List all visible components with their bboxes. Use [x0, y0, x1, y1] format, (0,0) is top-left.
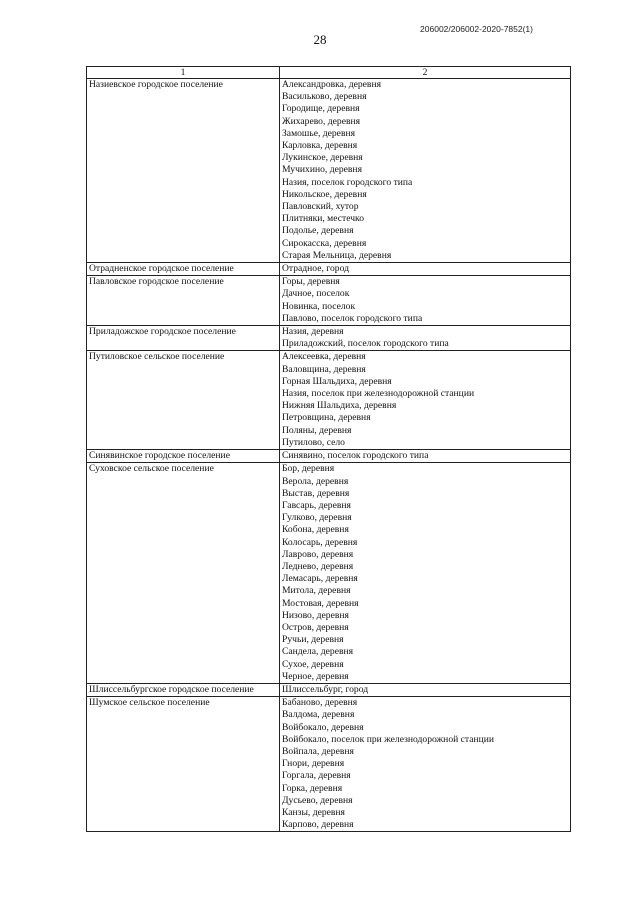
place-item: Горная Шальдиха, деревня — [282, 375, 392, 387]
place-item: Мучихино, деревня — [282, 164, 362, 176]
place-item: Дачное, поселок — [282, 288, 350, 300]
places-cell — [280, 276, 571, 326]
place-item: Городище, деревня — [282, 103, 360, 115]
places-cell — [280, 450, 571, 463]
place-item: Нижняя Шальдиха, деревня — [282, 400, 397, 412]
place-item: Алексеевка, деревня — [282, 351, 366, 363]
place-item: Леднево, деревня — [282, 560, 354, 572]
place-item: Выстав, деревня — [282, 487, 350, 499]
settlement-name: Суховское сельское поселение — [87, 463, 280, 684]
settlement-name: Синявинское городское поселение — [87, 450, 280, 463]
places-cell — [280, 683, 571, 696]
place-item: Назия, деревня — [282, 326, 344, 338]
table-row — [87, 326, 571, 351]
place-item: Павловский, хутор — [282, 201, 359, 213]
settlement-name: Шумское сельское поселение — [87, 697, 280, 832]
places-cell — [280, 697, 571, 832]
place-item: Павлово, поселок городского типа — [282, 312, 423, 324]
places-cell — [280, 351, 571, 450]
table-row — [87, 276, 571, 326]
place-item: Приладожский, поселок городского типа — [282, 338, 449, 350]
place-item: Никольское, деревня — [282, 188, 367, 200]
place-item: Дусьево, деревня — [282, 794, 353, 806]
place-item: Назия, поселок городского типа — [282, 176, 413, 188]
place-item: Валдома, деревня — [282, 709, 355, 721]
column-header-1: 1 — [87, 67, 280, 79]
places-cell — [280, 463, 571, 684]
place-item: Александровка, деревня — [282, 79, 382, 90]
place-item: Путилово, село — [282, 436, 345, 448]
place-item: Низово, деревня — [282, 609, 349, 621]
place-item: Карловка, деревня — [282, 140, 358, 152]
place-item: Кобона, деревня — [282, 524, 349, 536]
place-item: Плитняки, местечко — [282, 213, 365, 225]
place-item: Новинка, поселок — [282, 300, 356, 312]
place-item: Сухое, деревня — [282, 658, 344, 670]
place-item: Остров, деревня — [282, 621, 349, 633]
place-item: Гнори, деревня — [282, 758, 345, 770]
places-cell — [280, 263, 571, 276]
place-item: Горка, деревня — [282, 782, 343, 794]
place-item: Шлиссельбург, город — [282, 683, 369, 695]
place-item: Старая Мельница, деревня — [282, 249, 392, 261]
settlement-name: Павловское городское поселение — [87, 276, 280, 326]
places-cell — [280, 326, 571, 351]
place-item: Васильково, деревня — [282, 91, 367, 103]
place-item: Замошье, деревня — [282, 127, 356, 139]
place-item: Подолье, деревня — [282, 225, 354, 237]
place-item: Войпала, деревня — [282, 745, 354, 757]
table-body — [87, 79, 571, 832]
place-item: Лемасарь, деревня — [282, 573, 358, 585]
document-id: 206002/206002-2020-7852(1) — [420, 24, 533, 34]
place-item: Колосарь, деревня — [282, 536, 358, 548]
place-item: Войбокало, деревня — [282, 721, 364, 733]
table-row — [87, 697, 571, 832]
place-item: Отрадное, город — [282, 263, 349, 275]
column-header-2: 2 — [280, 67, 571, 79]
place-item: Мостовая, деревня — [282, 597, 359, 609]
settlement-name: Отрадненское городское поселение — [87, 263, 280, 276]
place-item: Карпово, деревня — [282, 819, 354, 831]
table-row — [87, 450, 571, 463]
place-item: Сандела, деревня — [282, 646, 354, 658]
place-item: Канзы, деревня — [282, 806, 345, 818]
settlements-table — [86, 66, 571, 832]
place-item: Горгала, деревня — [282, 770, 351, 782]
settlement-name: Путиловское сельское поселение — [87, 351, 280, 450]
settlement-name: Шлиссельбургское городское поселение — [87, 683, 280, 696]
page-number: 28 — [313, 32, 327, 47]
place-item: Лаврово, деревня — [282, 548, 354, 560]
place-item: Бор, деревня — [282, 463, 335, 475]
place-item: Гулково, деревня — [282, 512, 352, 524]
place-item: Митола, деревня — [282, 585, 351, 597]
place-item: Гавсарь, деревня — [282, 499, 351, 511]
place-item: Сирокасска, деревня — [282, 237, 367, 249]
table-row — [87, 683, 571, 696]
table-row — [87, 79, 571, 263]
place-item: Петровщина, деревня — [282, 412, 371, 424]
table-row — [87, 351, 571, 450]
place-item: Бабаново, деревня — [282, 697, 358, 709]
place-item: Верола, деревня — [282, 475, 349, 487]
settlement-name: Приладожское городское поселение — [87, 326, 280, 351]
table-header-row — [87, 67, 571, 79]
table-row — [87, 463, 571, 684]
place-item: Ручьи, деревня — [282, 634, 344, 646]
settlement-name: Назиевское городское поселение — [87, 79, 280, 263]
place-item: Валовщина, деревня — [282, 363, 366, 375]
place-item: Синявино, поселок городского типа — [282, 450, 429, 462]
place-item: Войбокало, поселок при железнодорожной станции — [282, 733, 495, 745]
place-item: Горы, деревня — [282, 276, 340, 288]
places-cell — [280, 79, 571, 263]
table-row — [87, 263, 571, 276]
place-item: Черное, деревня — [282, 670, 349, 682]
place-item: Поляны, деревня — [282, 424, 352, 436]
place-item: Лукинское, деревня — [282, 152, 363, 164]
place-item: Назия, поселок при железнодорожной станции — [282, 388, 475, 400]
place-item: Жихарево, деревня — [282, 115, 361, 127]
